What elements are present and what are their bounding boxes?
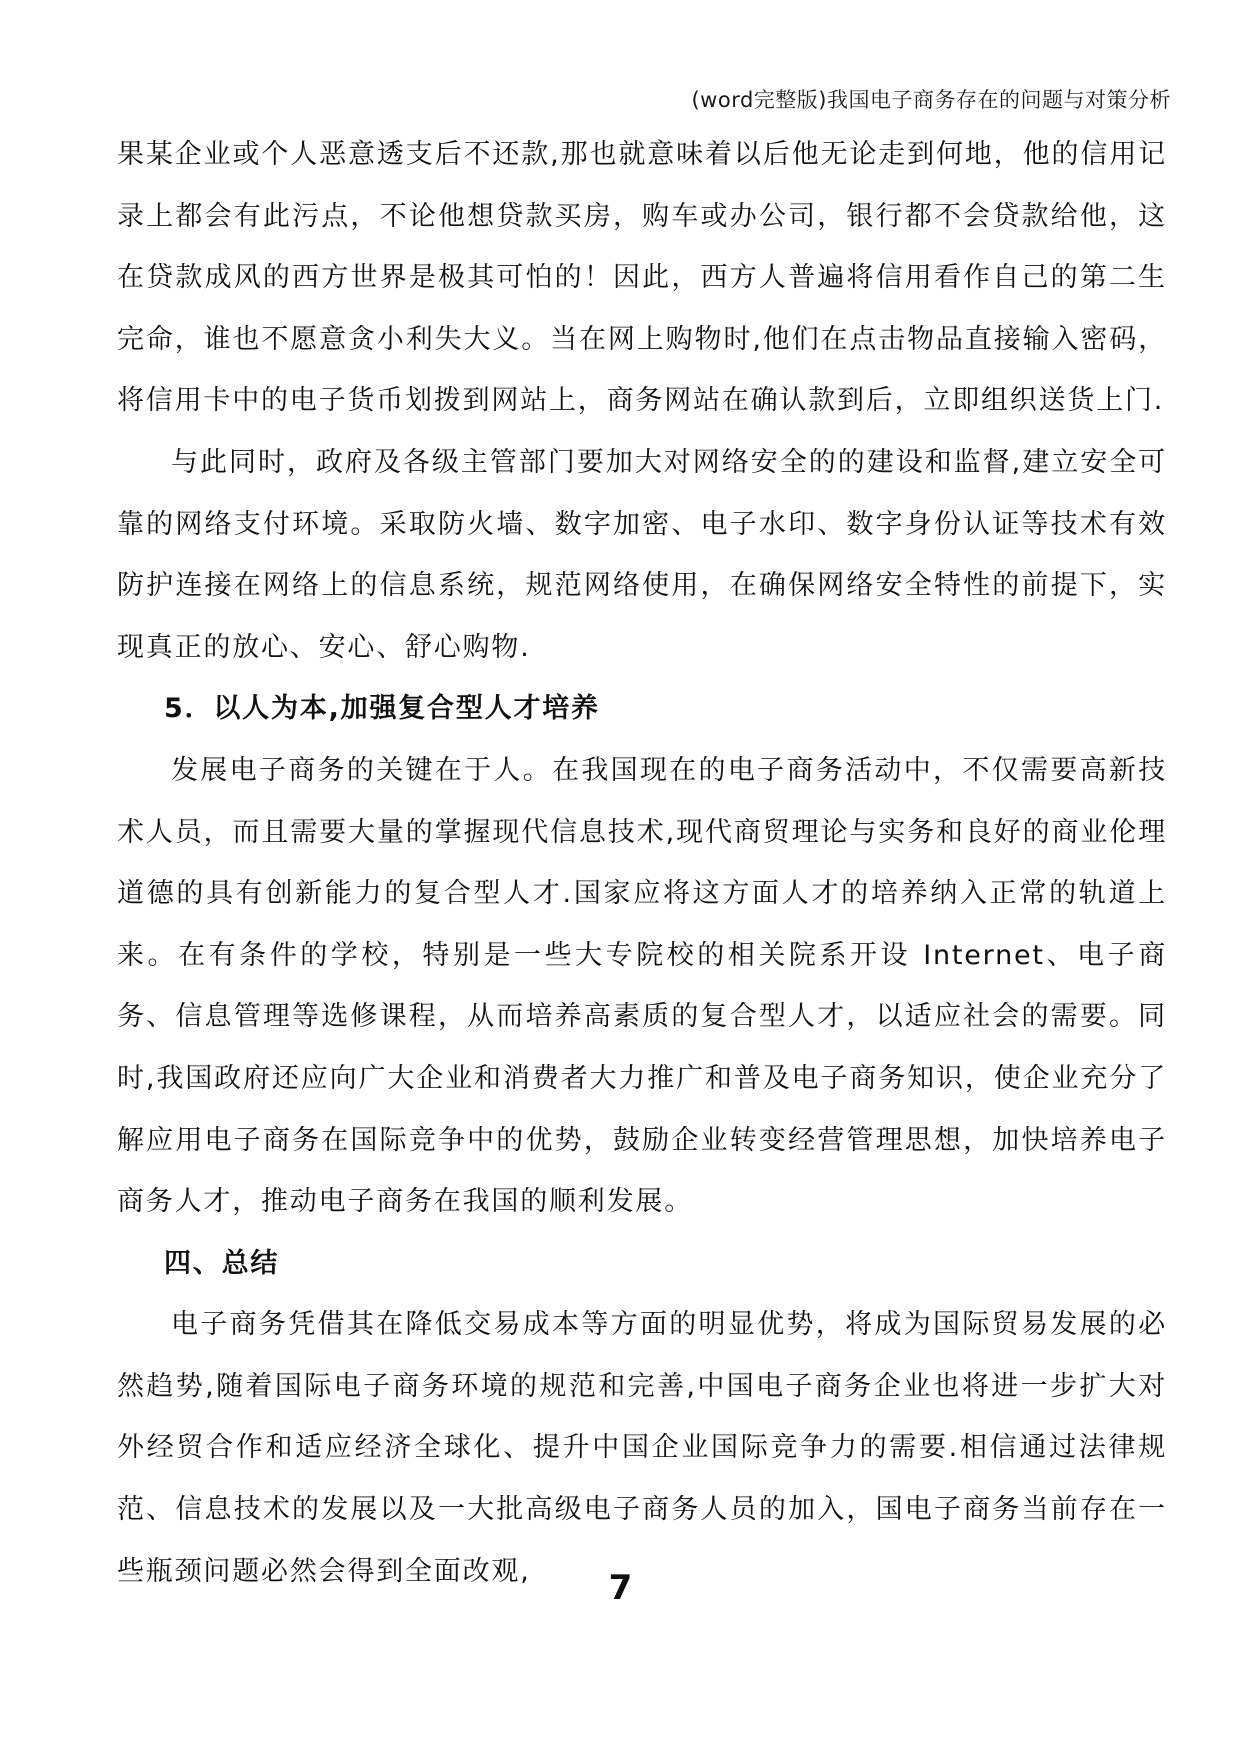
section-heading-summary: 四、总结 xyxy=(164,1247,280,1279)
running-header: (word完整版)我国电子商务存在的问题与对策分析 xyxy=(691,88,1171,112)
paragraph-network-security: 与此同时，政府及各级主管部门要加大对网络安全的的建设和监督,建立安全可靠的网络支付环境。采取防火墙、数字加密、电子水印、数字身份认证等技术有效防护连接在网络上的信息系统，规范网络使用，在确保网络安全特性的前提下，实现真正的放心、安心、舒心购物. xyxy=(117,446,1167,663)
page-number: 7 xyxy=(608,1568,633,1608)
document-body xyxy=(117,124,1167,1602)
paragraph-summary: 电子商务凭借其在降低交易成本等方面的明显优势，将成为国际贸易发展的必然趋势,随着国际电子商务环境的规范和完善,中国电子商务企业也将进一步扩大对外经贸合作和适应经济全球化、提升中国企业国际竞争力的需要.相信通过法律规范、信息技术的发展以及一大批高级电子商务人员的加入，国电子商务当前存在一些瓶颈问题必然会得到全面改观, xyxy=(117,1309,1167,1587)
paragraph-credit: 果某企业或个人恶意透支后不还款,那也就意味着以后他无论走到何地，他的信用记录上都会有此污点，不论他想贷款买房，购车或办公司，银行都不会贷款给他，这在贷款成风的西方世界是极其可怕的！因此，西方人普遍将信用看作自己的第二生完命，谁也不愿意贪小利失大义。当在网上购物时,他们在点击物品直接输入密码，将信用卡中的电子货币划拨到网站上，商务网站在确认款到后，立即组织送货上门. xyxy=(117,139,1167,417)
paragraph-talent: 发展电子商务的关键在于人。在我国现在的电子商务活动中，不仅需要高新技术人员，而且需要大量的掌握现代信息技术,现代商贸理论与实务和良好的商业伦理道德的具有创新能力的复合型人才.国家应将这方面人才的培养纳入正常的轨道上来。在有条件的学校，特别是一些大专院校的相关院系开设 Internet、电子商务、信息管理等选修课程，从而培养高素质的复合型人才，以适应社会的需要。同时,我国政府还应向广大企业和消费者大力推广和普及电子商务知识，使企业充分了解应用电子商务在国际竞争中的优势，鼓励企业转变经营管理思想，加快培养电子商务人才，推动电子商务在我国的顺利发展。 xyxy=(117,754,1167,1218)
section-heading-talent: 5．以人为本,加强复合型人才培养 xyxy=(164,693,600,725)
